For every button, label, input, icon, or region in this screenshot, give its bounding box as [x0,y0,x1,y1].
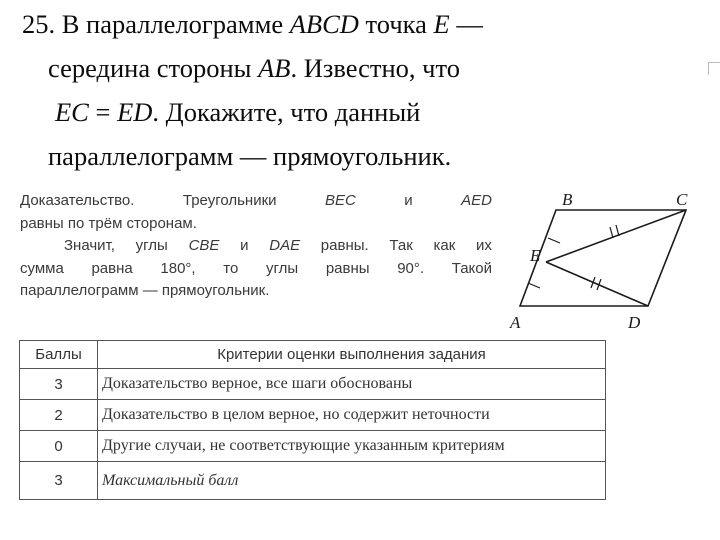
segment-name: AB [258,53,291,83]
vertex-label-e: E [530,246,541,265]
score-cell: 3 [20,369,98,400]
proof-word: 90°. [397,259,425,277]
angle-name: CBE [188,237,220,254]
vertex-label-d: D [628,313,641,332]
proof-text [20,190,492,303]
problem-text: . Известно, что [290,53,460,83]
segment-name: ED [117,97,153,127]
header-criteria: Критерии оценки выполнения задания [98,341,606,369]
proof-word: равна [91,259,133,277]
proof-word: Такой [451,259,492,277]
tick-mark-eb [548,238,560,243]
parallelogram-figure [500,184,710,336]
proof-word: Треугольники [182,192,277,209]
score-cell: 3 [20,462,98,500]
problem-statement [22,2,662,178]
segment-name: EC [55,97,89,127]
problem-line-4: параллелограмм — прямоугольник. [48,141,452,171]
problem-line-2 [22,46,662,90]
proof-word: углы [265,259,299,277]
vertex-label-c: C [676,190,688,209]
criterion-cell: Максимальный балл [98,462,606,500]
parallelogram-abcd [520,210,686,306]
angle-name: DAE [269,237,301,254]
proof-line-3 [20,235,492,258]
proof-word: равны [325,259,370,277]
tick-mark-ae [528,283,540,288]
problem-text: середина стороны [48,53,259,83]
header-score: Баллы [20,341,98,369]
problem-text: = [88,97,118,127]
criterion-cell: Доказательство в целом верное, но содержит неточности [98,400,606,431]
proof-line-2: равны по трём сторонам. [20,214,197,232]
grading-table [19,340,606,500]
segment-ed [546,262,648,306]
proof-word: Значит, [64,237,115,254]
criterion-cell: Доказательство верное, все шаги обоснованы [98,369,606,400]
problem-text: — [449,9,483,39]
proof-line-5: параллелограмм — прямоугольник. [20,282,270,299]
problem-line-3 [22,90,662,134]
problem-text: В параллелограмме [61,9,290,39]
score-cell: 2 [20,400,98,431]
vertex-label-b: B [562,190,573,209]
vertex-label-a: A [510,313,521,332]
proof-word: 180°, [160,259,196,277]
proof-word: углы [135,237,168,254]
table-header-row [20,341,606,369]
table-row [20,431,606,462]
proof-line-4 [20,258,492,281]
criterion-cell: Другие случаи, не соответствующие указанным критериям [98,431,606,462]
proof-word: то [223,259,239,277]
table-row [20,400,606,431]
proof-word: и [240,237,249,254]
parallelogram-name: ABCD [289,9,359,39]
proof-word: Так [389,237,413,254]
segment-ec [546,210,686,262]
score-cell: 0 [20,431,98,462]
proof-line-1 [20,190,492,213]
table-row [20,369,606,400]
proof-word: как [433,237,456,254]
proof-word: Доказательство. [20,192,135,209]
table-row-total [20,462,606,500]
proof-word: и [404,192,413,209]
problem-text: точка [358,9,434,39]
triangle-name: BEC [325,192,356,209]
tick-mark-ec-1 [610,227,613,238]
proof-word: сумма [20,259,64,277]
tick-mark-ec-2 [616,225,619,236]
problem-number: 25. [22,9,56,39]
problem-line-1 [22,2,662,46]
point-name: E [433,9,450,39]
page-corner-mark [708,62,720,75]
triangle-name: AED [461,192,492,209]
proof-word: равны. [320,237,369,254]
problem-text: . Докажите, что данный [152,97,421,127]
proof-word: их [476,237,492,254]
